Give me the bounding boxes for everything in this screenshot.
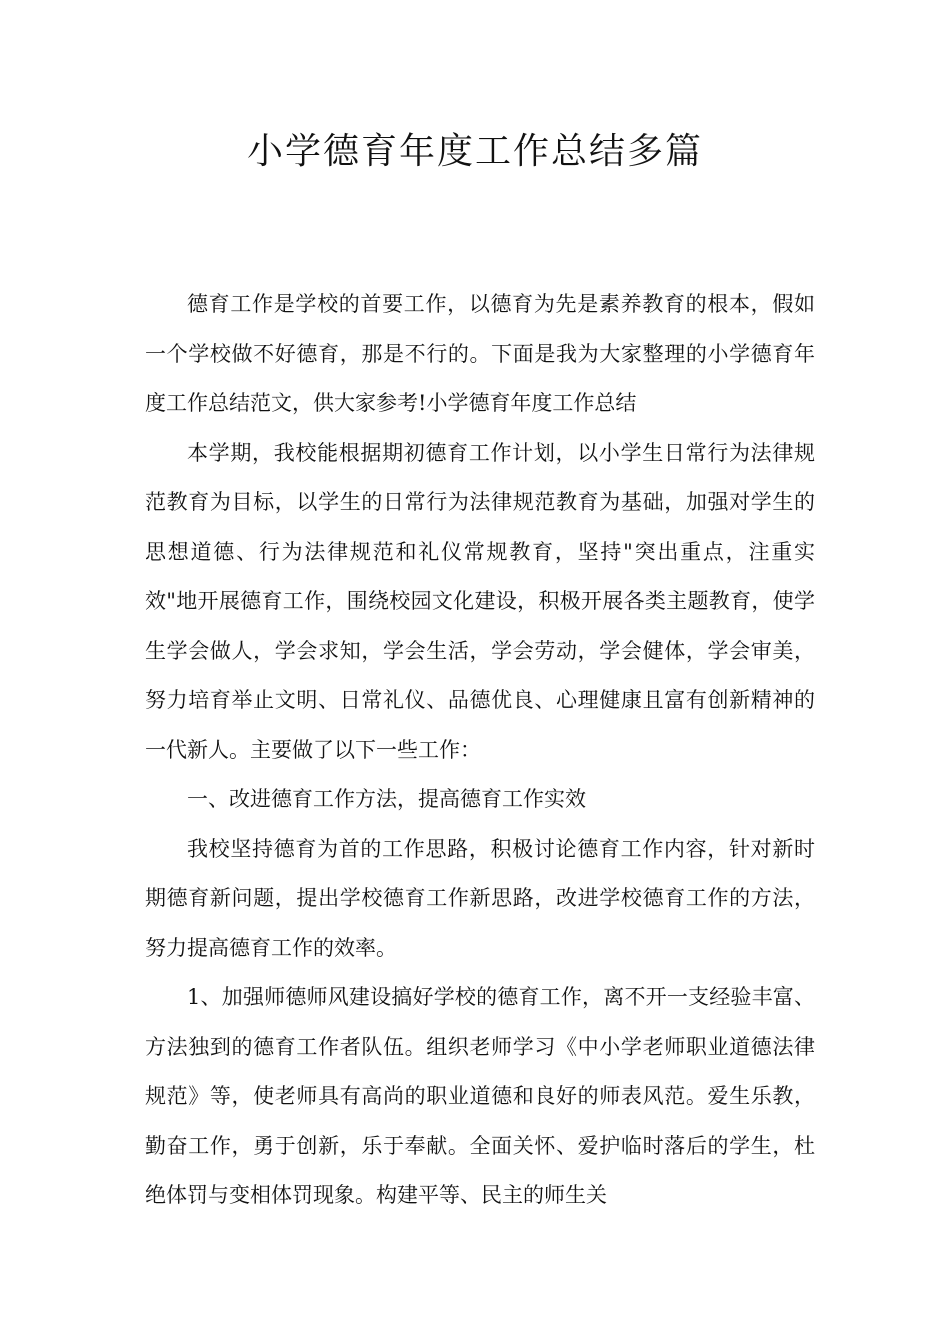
paragraph-overview: 本学期，我校能根据期初德育工作计划，以小学生日常行为法律规范教育为目标，以学生的日常行为法律规范教育为基础，加强对学生的思想道德、行为法律规范和礼仪常规教育，坚持"突出重点，注重实效"地开展德育工作，围绕校园文化建设，积极开展各类主题教育，使学生学会做人，学会求知，学会生活，学会劳动，学会健体，学会审美，努力培育举止文明、日常礼仪、品德优良、心理健康且富有创新精神的一代新人。主要做了以下一些工作： [145,440,815,762]
paragraph-section-1: 我校坚持德育为首的工作思路，积极讨论德育工作内容，针对新时期德育新问题，提出学校德育工作新思路，改进学校德育工作的方法，努力提高德育工作的效率。 [145,836,815,960]
document-body [145,280,815,1221]
paragraph-item-1: 1、加强师德师风建设搞好学校的德育工作，离不开一支经验丰富、方法独到的德育工作者队伍。组织老师学习《中小学老师职业道德法律规范》等，使老师具有高尚的职业道德和良好的师表风范。爱生乐教，勤奋工作，勇于创新，乐于奉献。全面关怀、爱护临时落后的学生，杜绝体罚与变相体罚现象。构建平等、民主的师生关 [145,985,815,1207]
page-title: 小学德育年度工作总结多篇 [246,131,703,172]
section-heading-1: 一、改进德育工作方法，提高德育工作实效 [187,787,586,811]
paragraph-intro: 德育工作是学校的首要工作，以德育为先是素养教育的根本，假如一个学校做不好德育，那是不行的。下面是我为大家整理的小学德育年度工作总结范文，供大家参考!小学德育年度工作总结 [145,292,815,415]
